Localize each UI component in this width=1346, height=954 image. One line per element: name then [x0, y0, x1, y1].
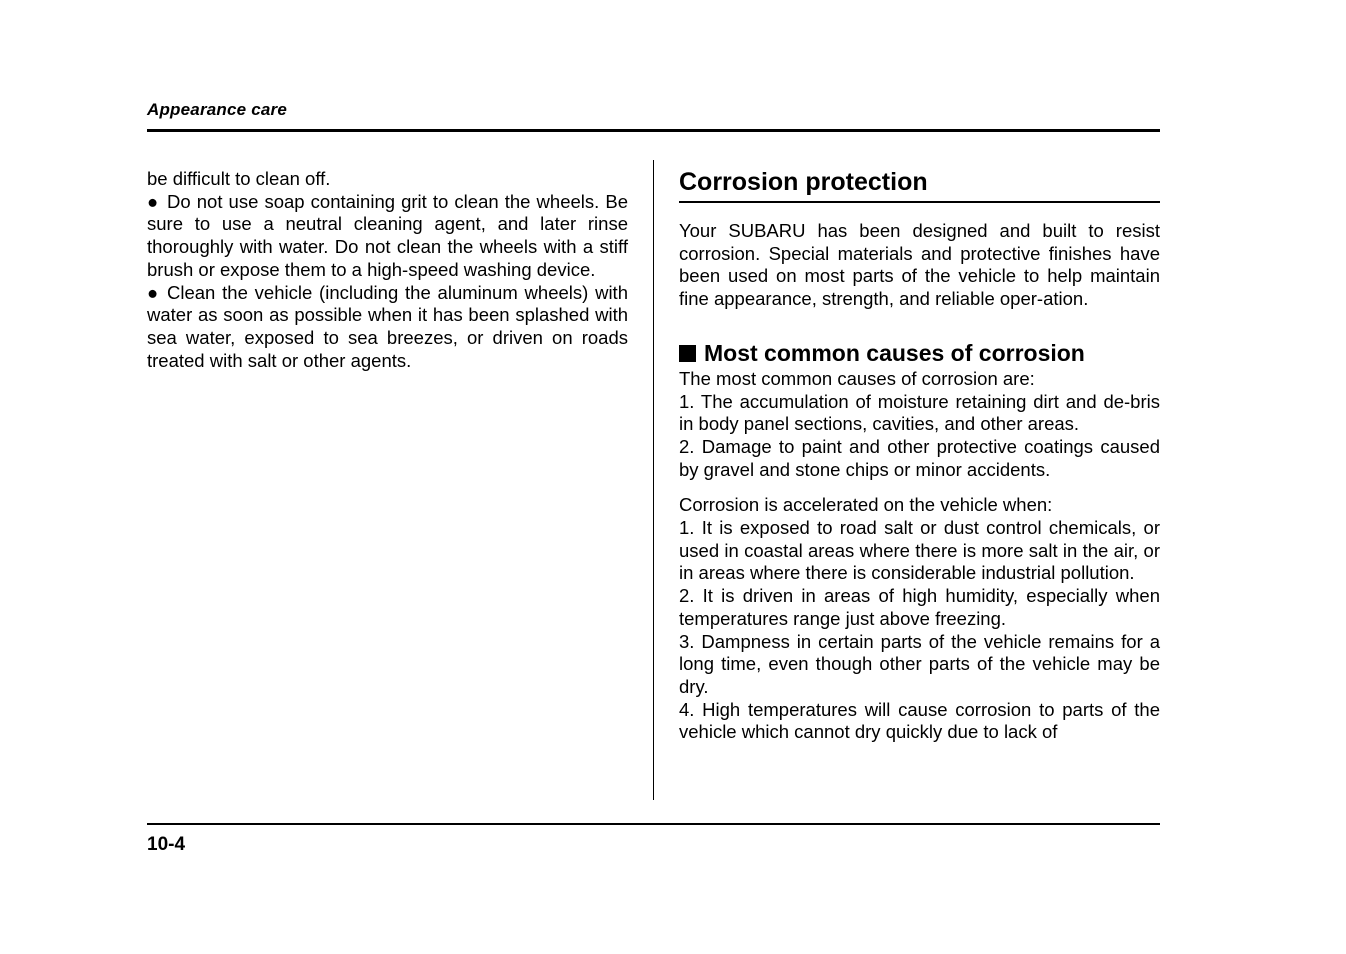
bullet-text: Clean the vehicle (including the aluminum wheels) with water as soon as possible when it has been splashed with sea water, exposed to sea breezes, or driven on roads treated with salt or other agents.: [147, 281, 628, 371]
bullet-item: [147, 191, 628, 282]
header-rule: [147, 129, 1160, 132]
footer-rule: [147, 823, 1160, 825]
square-bullet-icon: [679, 345, 696, 362]
section-intro: Your SUBARU has been designed and built to resist corrosion. Special materials and protective finishes have been used on most parts of the vehicle to help maintain fine appearance, strength, and reliable oper-ation.: [679, 220, 1160, 310]
section-title: Corrosion protection: [679, 164, 1160, 203]
left-column: [147, 168, 628, 372]
subsection-title-text: Most common causes of corrosion: [704, 339, 1085, 366]
cause-item: 2. Damage to paint and other protective coatings caused by gravel and stone chips or minor accidents.: [679, 435, 1160, 480]
accel-item: 3. Dampness in certain parts of the vehicle remains for a long time, even though other parts of the vehicle may be dry.: [679, 630, 1160, 697]
column-divider: [653, 160, 654, 800]
page-number: 10-4: [147, 834, 186, 855]
accel-item: 4. High temperatures will cause corrosion to parts of the vehicle which cannot dry quickly due to lack of: [679, 698, 1160, 743]
accel-item: 1. It is exposed to road salt or dust control chemicals, or used in coastal areas where there is more salt in the air, or in areas where there is considerable industrial pollution.: [679, 517, 1160, 584]
running-header: Appearance care: [147, 100, 288, 119]
right-column: [679, 164, 1160, 744]
bullet-item: [147, 282, 628, 373]
bullet-icon: ●: [147, 281, 159, 303]
subsection-title: [679, 338, 1160, 368]
bullet-icon: ●: [147, 190, 159, 212]
cause-item: 1. The accumulation of moisture retaining dirt and de-bris in body panel sections, cavities, and other areas.: [679, 390, 1160, 435]
continued-text: be difficult to clean off.: [147, 168, 331, 189]
causes-intro: The most common causes of corrosion are:: [679, 367, 1035, 389]
bullet-text: Do not use soap containing grit to clean the wheels. Be sure to use a neutral cleaning agent, and later rinse thoroughly with water. Do not clean the wheels with a stiff brush or expose them to a high-speed washing device.: [147, 190, 628, 280]
accel-intro: Corrosion is accelerated on the vehicle when:: [679, 494, 1053, 516]
accel-item: 2. It is driven in areas of high humidity, especially when temperatures range just above freezing.: [679, 585, 1160, 629]
